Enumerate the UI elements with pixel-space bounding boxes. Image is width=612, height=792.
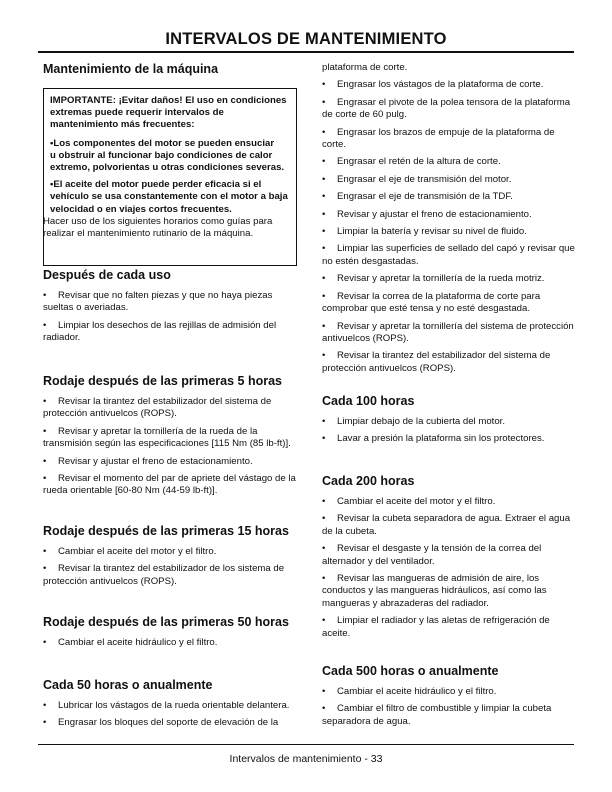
list-item [322, 350, 582, 375]
section-every-500 [322, 664, 582, 733]
bullet-marker: • [322, 243, 326, 255]
bullet-marker: • [322, 615, 326, 627]
section-every-200 [322, 474, 582, 645]
list-item-text: mangueras y abrazaderas del radiador. [322, 597, 489, 609]
list-item-text: de la cubeta. [322, 525, 377, 537]
list-item-text: corte. [322, 139, 346, 151]
list-item [322, 615, 582, 640]
list-item-text: sueltas o averiadas. [43, 302, 129, 314]
bullet-marker: • [322, 496, 326, 507]
bullet-marker: • [43, 717, 47, 729]
list-item [322, 321, 582, 346]
bullet-marker: • [322, 226, 326, 238]
list-item [322, 127, 582, 152]
list-item [322, 513, 582, 538]
list-item-text: Revisar el desgaste y la tensión de la correa del [337, 543, 542, 555]
list-item-text: Limpiar la batería y revisar su nivel de fluido. [337, 226, 527, 238]
section-heading: Rodaje después de las primeras 50 horas [43, 615, 289, 629]
bullet-marker: • [322, 79, 326, 91]
list-item-text: Revisar que no falten piezas y que no haya piezas [58, 290, 273, 301]
header-rule [38, 51, 574, 53]
page-title: INTERVALOS DE MANTENIMIENTO [165, 30, 447, 48]
list-item-text: no estén desgastadas. [322, 255, 419, 267]
section-every-50-continued [322, 62, 582, 380]
bullet-marker: • [43, 455, 47, 467]
list-item [322, 291, 582, 316]
bullet-marker: • [43, 473, 47, 485]
list-item-text: Revisar y ajustar el freno de estacionamiento. [58, 455, 253, 467]
bullet-marker: • [322, 126, 326, 138]
bullet-marker: • [322, 703, 326, 715]
list-item-text: radiador. [43, 332, 81, 344]
list-item-text: protección antivuelcos (ROPS). [322, 362, 456, 374]
list-item-text: Cambiar el filtro de combustible y limpiar la cubeta [337, 703, 552, 715]
maintenance-list [322, 496, 582, 640]
bullet-marker: • [322, 208, 326, 220]
list-item-text: transmisión según las especificaciones [115 Nm (85 lb-ft)]. [43, 438, 291, 450]
list-item-text: Engrasar los brazos de empuje de la plataforma de [337, 126, 555, 138]
maintenance-list [43, 700, 299, 730]
list-item [43, 456, 299, 468]
bullet-marker: • [43, 319, 47, 331]
maintenance-list [322, 416, 582, 446]
list-item [43, 396, 299, 421]
page-footer: Intervalos de mantenimiento - 33 [229, 753, 383, 765]
list-item-text: Revisar la correa de la plataforma de corte para [337, 290, 541, 302]
maintenance-list [43, 290, 299, 345]
bullet-marker: • [43, 290, 47, 301]
section-break-in-5 [43, 374, 299, 503]
list-item [322, 226, 582, 238]
list-item-text: Engrasar los bloques del soporte de elevación de la [58, 717, 279, 729]
list-item [322, 79, 582, 91]
maintenance-list [43, 546, 299, 588]
notice-bullet: •El aceite del motor puede perder eficacia si el vehículo se usa constantemente con el motor a baja velocidad o en viajes cortos frecuentes. [50, 179, 288, 215]
list-item-text: Revisar y ajustar el freno de estacionamiento. [337, 208, 532, 220]
list-item [322, 156, 582, 168]
list-item [43, 290, 299, 315]
bullet-marker: • [322, 416, 326, 427]
section-after-each-use [43, 268, 299, 350]
section-break-in-50 [43, 615, 299, 654]
bullet-marker: • [322, 433, 326, 445]
bullet-marker: • [322, 96, 326, 108]
list-item-text: protección antivuelcos (ROPS). [43, 408, 177, 420]
list-item-text: Revisar la tirantez del estabilizador del sistema de [58, 396, 272, 407]
list-item-text: alternador y del ventilador. [322, 555, 435, 567]
list-item-text: Revisar la tirantez del estabilizador del sistema de [337, 350, 551, 362]
list-item-text: Revisar y apretar la tornillería de la rueda motriz. [337, 273, 545, 285]
maintenance-list [43, 637, 299, 649]
section-every-50 [43, 678, 299, 735]
section-heading: Cada 500 horas o anualmente [322, 664, 499, 678]
section-heading: Después de cada uso [43, 268, 171, 282]
list-item-text: Cambiar el aceite del motor y el filtro. [58, 546, 217, 557]
list-item-text: Cambiar el aceite del motor y el filtro. [337, 496, 496, 507]
list-item-text: Revisar y apretar la tornillería de la rueda de la [58, 425, 258, 437]
list-item-text: Limpiar los desechos de las rejillas de admisión del [58, 319, 277, 331]
bullet-marker: • [43, 396, 47, 407]
list-item [43, 426, 299, 451]
bullet-marker: • [43, 425, 47, 437]
bullet-marker: • [322, 543, 326, 555]
bullet-marker: • [322, 686, 326, 697]
list-item-text: Engrasar el pivote de la polea tensora de la plataforma [337, 96, 571, 108]
list-item [43, 637, 299, 649]
bullet-marker: • [322, 320, 326, 332]
footer-rule [38, 744, 574, 745]
list-item-text: aceite. [322, 627, 351, 639]
maintenance-list [322, 686, 582, 728]
list-item [43, 717, 299, 729]
list-item [322, 686, 582, 698]
list-item-text: Lubricar los vástagos de la rueda orientable delantera. [58, 700, 290, 711]
list-item-text: antivuelcos (ROPS). [322, 332, 409, 344]
list-item-text: Limpiar debajo de la cubierta del motor. [337, 416, 505, 427]
section-heading: Cada 200 horas [322, 474, 415, 488]
list-item-text: conductos y las mangueras hidráulicos, así como las [322, 585, 547, 597]
list-item [322, 191, 582, 203]
list-item [322, 543, 582, 568]
notice-intro: IMPORTANTE: ¡Evitar daños! El uso en condiciones extremas puede requerir intervalos de mantenimiento más frecuentes: [50, 95, 287, 131]
list-item-text: Revisar la cubeta separadora de agua. Extraer el agua [337, 513, 571, 525]
list-item [322, 243, 582, 268]
list-item-text: Engrasar el eje de transmisión del motor. [337, 173, 512, 185]
list-item-text: Engrasar el eje de transmisión de la TDF. [337, 191, 513, 203]
list-item [322, 209, 582, 221]
bullet-marker: • [322, 290, 326, 302]
section-machine-maintenance [43, 62, 299, 77]
list-item-text: Cambiar el aceite hidráulico y el filtro. [58, 637, 218, 648]
bullet-marker: • [322, 273, 326, 285]
section-heading: Rodaje después de las primeras 5 horas [43, 374, 282, 388]
list-item [43, 546, 299, 558]
section-heading: Mantenimiento de la máquina [43, 62, 219, 76]
list-item-text: Revisar las mangueras de admisión de aire, los [337, 573, 540, 585]
list-item-text: de corte de 60 pulg. [322, 109, 407, 121]
bullet-marker: • [43, 563, 47, 575]
bullet-marker: • [322, 350, 326, 362]
list-item-text: Engrasar el retén de la altura de corte. [337, 156, 501, 168]
bullet-marker: • [43, 637, 47, 648]
bullet-marker: • [322, 513, 326, 525]
bullet-marker: • [322, 573, 326, 585]
section-every-100 [322, 394, 582, 451]
section-heading: Cada 50 horas o anualmente [43, 678, 213, 692]
list-item [322, 573, 582, 610]
notice-bullet: •Los componentes del motor se pueden ensuciar u obstruir al funcionar bajo condiciones de calor extremo, polvorientas u otras condiciones severas. [50, 137, 285, 174]
list-item-text: protección antivuelcos (ROPS). [43, 575, 177, 587]
list-item [322, 496, 582, 508]
section-heading: Cada 100 horas [322, 394, 415, 408]
list-item [322, 97, 582, 122]
list-item [322, 703, 582, 728]
list-item [322, 273, 582, 285]
list-item-text: Cambiar el aceite hidráulico y el filtro. [337, 686, 497, 697]
list-item [43, 700, 299, 712]
list-item-text: Revisar la tirantez del estabilizador de los sistema de [58, 563, 285, 575]
list-item [43, 473, 299, 498]
bullet-marker: • [322, 173, 326, 185]
list-item-text: Limpiar las superficies de sellado del capó y revisar que [337, 243, 575, 255]
list-item-text: Limpiar el radiador y las aletas de refrigeración de [337, 615, 550, 627]
machine-intro: Hacer uso de los siguientes horarios como guías para realizar el mantenimiento rutinario de la máquina. [43, 216, 273, 240]
list-item-text: Lavar a presión la plataforma sin los protectores. [337, 433, 545, 445]
list-item [43, 563, 299, 588]
maintenance-list [322, 79, 582, 375]
list-item-text: rueda orientable [60-80 Nm (44-59 lb-ft)]. [43, 485, 218, 497]
list-item-text: Revisar el momento del par de apriete del vástago de la [58, 473, 296, 485]
list-item-text: Revisar y apretar la tornillería del sistema de protección [337, 320, 574, 332]
bullet-marker: • [322, 191, 326, 203]
section-break-in-15 [43, 524, 299, 593]
list-item [322, 433, 582, 445]
list-item-text: Engrasar los vástagos de la plataforma de corte. [337, 79, 544, 91]
list-item [322, 416, 582, 428]
section-heading: Rodaje después de las primeras 15 horas [43, 524, 289, 538]
list-item [322, 174, 582, 186]
bullet-marker: • [43, 700, 47, 711]
bullet-marker: • [322, 156, 326, 168]
list-item [43, 320, 299, 345]
maintenance-list [43, 396, 299, 498]
list-item-text: comprobar que esté tensa y no esté desgastada. [322, 303, 530, 315]
list-item-text: separadora de agua. [322, 715, 411, 727]
continued-line: plataforma de corte. [322, 62, 408, 73]
bullet-marker: • [43, 546, 47, 557]
